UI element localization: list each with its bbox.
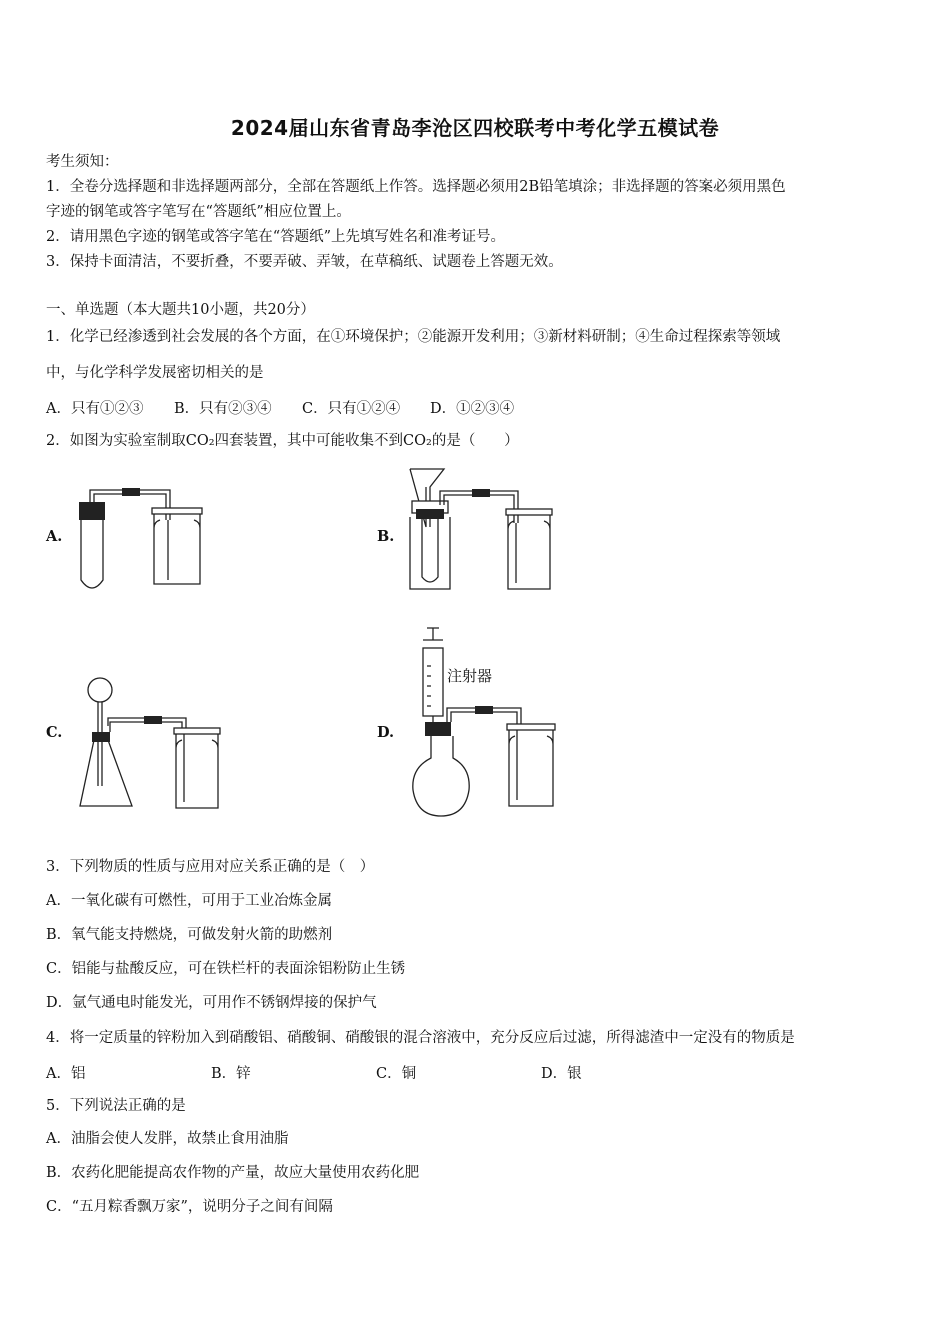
syringe-label: 注射器 — [447, 667, 493, 685]
q3-option-d: D．氩气通电时能发光，可用作不锈钢焊接的保护气 — [46, 995, 377, 1011]
q4-stem: 4．将一定质量的锌粉加入到硝酸铝、硝酸铜、硝酸银的混合溶液中，充分反应后过滤，所得滤渣中一定没有的物质是 — [46, 1030, 795, 1046]
q2-label-a: A. — [46, 528, 63, 545]
q4-option-b: B．锌 — [211, 1066, 251, 1082]
q5-option-a: A．油脂会使人发胖，故禁止食用油脂 — [46, 1131, 289, 1147]
q5-option-c: C．“五月粽香飘万家”，说明分子之间有间隔 — [46, 1199, 333, 1215]
q5-option-b: B．农药化肥能提高农作物的产量，故应大量使用农药化肥 — [46, 1165, 420, 1181]
q2-label-c: C. — [46, 724, 63, 741]
q5-stem: 5．下列说法正确的是 — [46, 1098, 186, 1114]
notice-heading: 考生须知： — [46, 154, 119, 170]
q1-option-a: A．只有①②③ — [46, 401, 144, 417]
q1-options — [46, 397, 514, 418]
q4-options — [46, 1062, 582, 1083]
page-title: 2024届山东省青岛李沧区四校联考中考化学五模试卷 — [230, 116, 720, 140]
q3-stem: 3．下列物质的性质与应用对应关系正确的是（ ） — [46, 859, 375, 875]
notice-item: 1．全卷分选择题和非选择题两部分，全部在答题纸上作答。选择题必须用2B铅笔填涂；非选择题的答案必须用黑色 — [46, 179, 786, 195]
q1-option-d: D．①②③④ — [430, 401, 515, 417]
q2-label-d: D. — [377, 724, 395, 741]
q2-stem: 2．如图为实验室制取CO₂四套装置，其中可能收集不到CO₂的是（ ） — [46, 433, 519, 449]
q2-label-b: B. — [377, 528, 395, 545]
q4-option-a: A．铝 — [46, 1066, 86, 1082]
notice-item: 字迹的钢笔或答字笔写在“答题纸”相应位置上。 — [46, 204, 351, 220]
q3-option-a: A．一氧化碳有可燃性，可用于工业冶炼金属 — [46, 893, 332, 909]
q1-stem-line2: 中，与化学科学发展密切相关的是 — [46, 365, 264, 381]
apparatus-d-diagram — [405, 626, 565, 821]
q1-option-b: B．只有②③④ — [174, 401, 272, 417]
apparatus-c-diagram — [74, 676, 234, 816]
q4-option-c: C．铜 — [376, 1066, 417, 1082]
thistle-bulb — [88, 678, 112, 702]
q1-option-c: C．只有①②④ — [302, 401, 401, 417]
q3-option-b: B．氧气能支持燃烧，可做发射火箭的助燃剂 — [46, 927, 333, 943]
stopper-a — [79, 502, 105, 520]
section-heading: 一、单选题（本大题共10小题，共20分） — [46, 302, 315, 318]
syringe — [423, 648, 443, 716]
q1-stem-line1: 1．化学已经渗透到社会发展的各个方面，在①环境保护；②能源开发利用；③新材料研制；④生命过程探索等领域 — [46, 329, 781, 345]
apparatus-b-diagram — [400, 465, 560, 600]
notice-item: 3．保持卡面清洁，不要折叠，不要弄破、弄皱，在草稿纸、试题卷上答题无效。 — [46, 254, 563, 270]
notice-item: 2．请用黑色字迹的钢笔或答字笔在“答题纸”上先填写姓名和准考证号。 — [46, 229, 506, 245]
apparatus-a-diagram — [70, 480, 220, 600]
q4-option-d: D．银 — [541, 1066, 582, 1082]
q3-option-c: C．铝能与盐酸反应，可在铁栏杆的表面涂铝粉防止生锈 — [46, 961, 406, 977]
